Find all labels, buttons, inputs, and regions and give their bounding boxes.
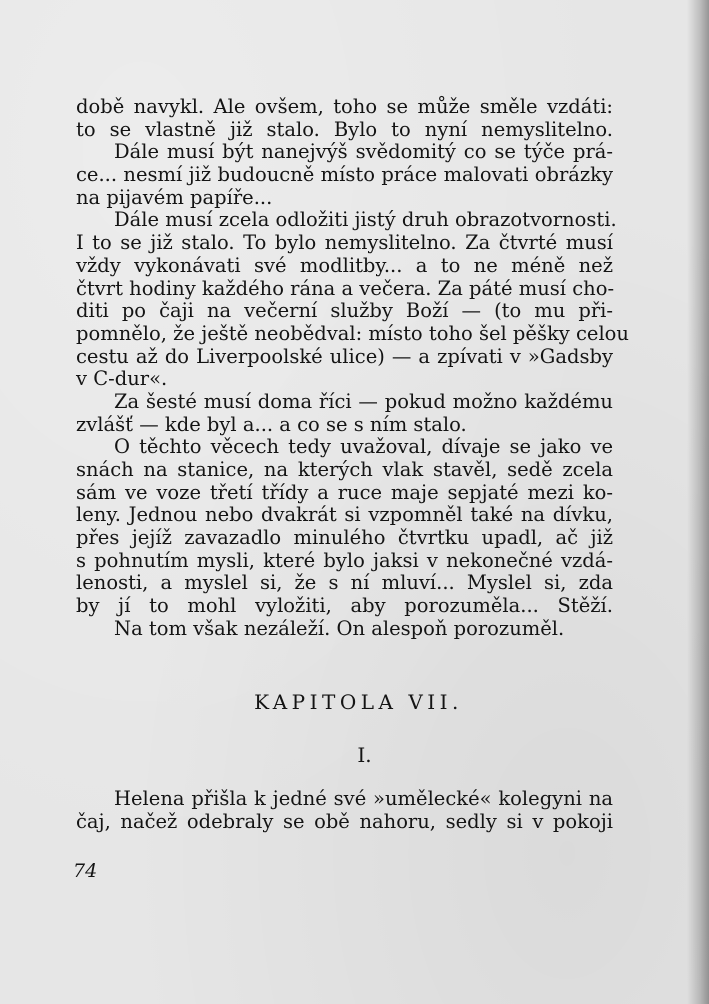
text-line: čtvrt hodiny každého rána a večera. Za páté musí cho-	[76, 276, 615, 300]
text-line: Dále musí zcela odložiti jistý druh obrazotvornosti.	[114, 208, 617, 232]
text-line: snách na stanice, na kterých vlak stavěl, sedě zcela	[76, 458, 613, 481]
text-line: čaj, načež odebraly se obě nahoru, sedly si v pokoji	[76, 809, 613, 833]
text-line: v C-dur«.	[76, 367, 168, 391]
text-line: době navykl. Ale ovšem, toho se může směle vzdáti:	[76, 95, 613, 118]
spine-shadow	[687, 0, 709, 1004]
text-line: diti po čaji na večerní služby Boží — (to mu při-	[76, 299, 613, 323]
section-number: I.	[357, 743, 372, 767]
page-number: 74	[73, 860, 98, 882]
text-line: ce... nesmí již budoucně místo práce malovati obrázky	[76, 163, 613, 187]
text-line: s pohnutím mysli, které bylo jaksi v nekonečné vzdá-	[76, 548, 613, 572]
chapter-title: KAPITOLA VII.	[254, 690, 463, 714]
body-text-part2	[76, 788, 613, 833]
text-line: sám ve voze třetí třídy a ruce maje sepjaté mezi ko-	[76, 480, 613, 504]
text-line: vždy vykonávati své modlitby... a to ne méně než	[76, 253, 613, 277]
text-line: zvlášť — kde byl a... a co se s ním stalo.	[76, 412, 467, 436]
body-text-part1	[76, 95, 629, 641]
text-line: Na tom však nezáleží. On alespoň porozuměl.	[114, 616, 565, 640]
text-line: lenosti, a myslel si, že s ní mluví... Myslel si, zda	[76, 571, 613, 595]
text-line: cestu až do Liverpoolské ulice) — a zpívati v »Gadsby	[76, 344, 613, 368]
text-line: Helena přišla k jedné své »umělecké« kolegyni na	[114, 787, 613, 810]
text-line: Za šesté musí doma říci — pokud možno každému	[114, 389, 613, 413]
text-line: Dále musí být nanejvýš svědomitý co se týče prá-	[114, 140, 613, 164]
text-line: přes jejíž zavazadlo minulého čtvrtku upadl, ač již	[76, 526, 613, 550]
text-line: I to se již stalo. To bylo nemyslitelno. Za čtvrté musí	[76, 231, 613, 255]
text-line: na pijavém papíře...	[76, 185, 273, 209]
text-line: pomnělo, že ještě neobědval: místo toho šel pěšky celou	[76, 321, 629, 345]
text-line: O těchto věcech tedy uvažoval, dívaje se jako ve	[114, 435, 613, 459]
text-line: by jí to mohl vyložiti, aby porozuměla... Stěží.	[76, 594, 613, 618]
text-line: leny. Jednou nebo dvakrát si vzpomněl také na dívku,	[76, 503, 613, 527]
text-line: to se vlastně již stalo. Bylo to nyní nemyslitelno.	[76, 117, 613, 141]
